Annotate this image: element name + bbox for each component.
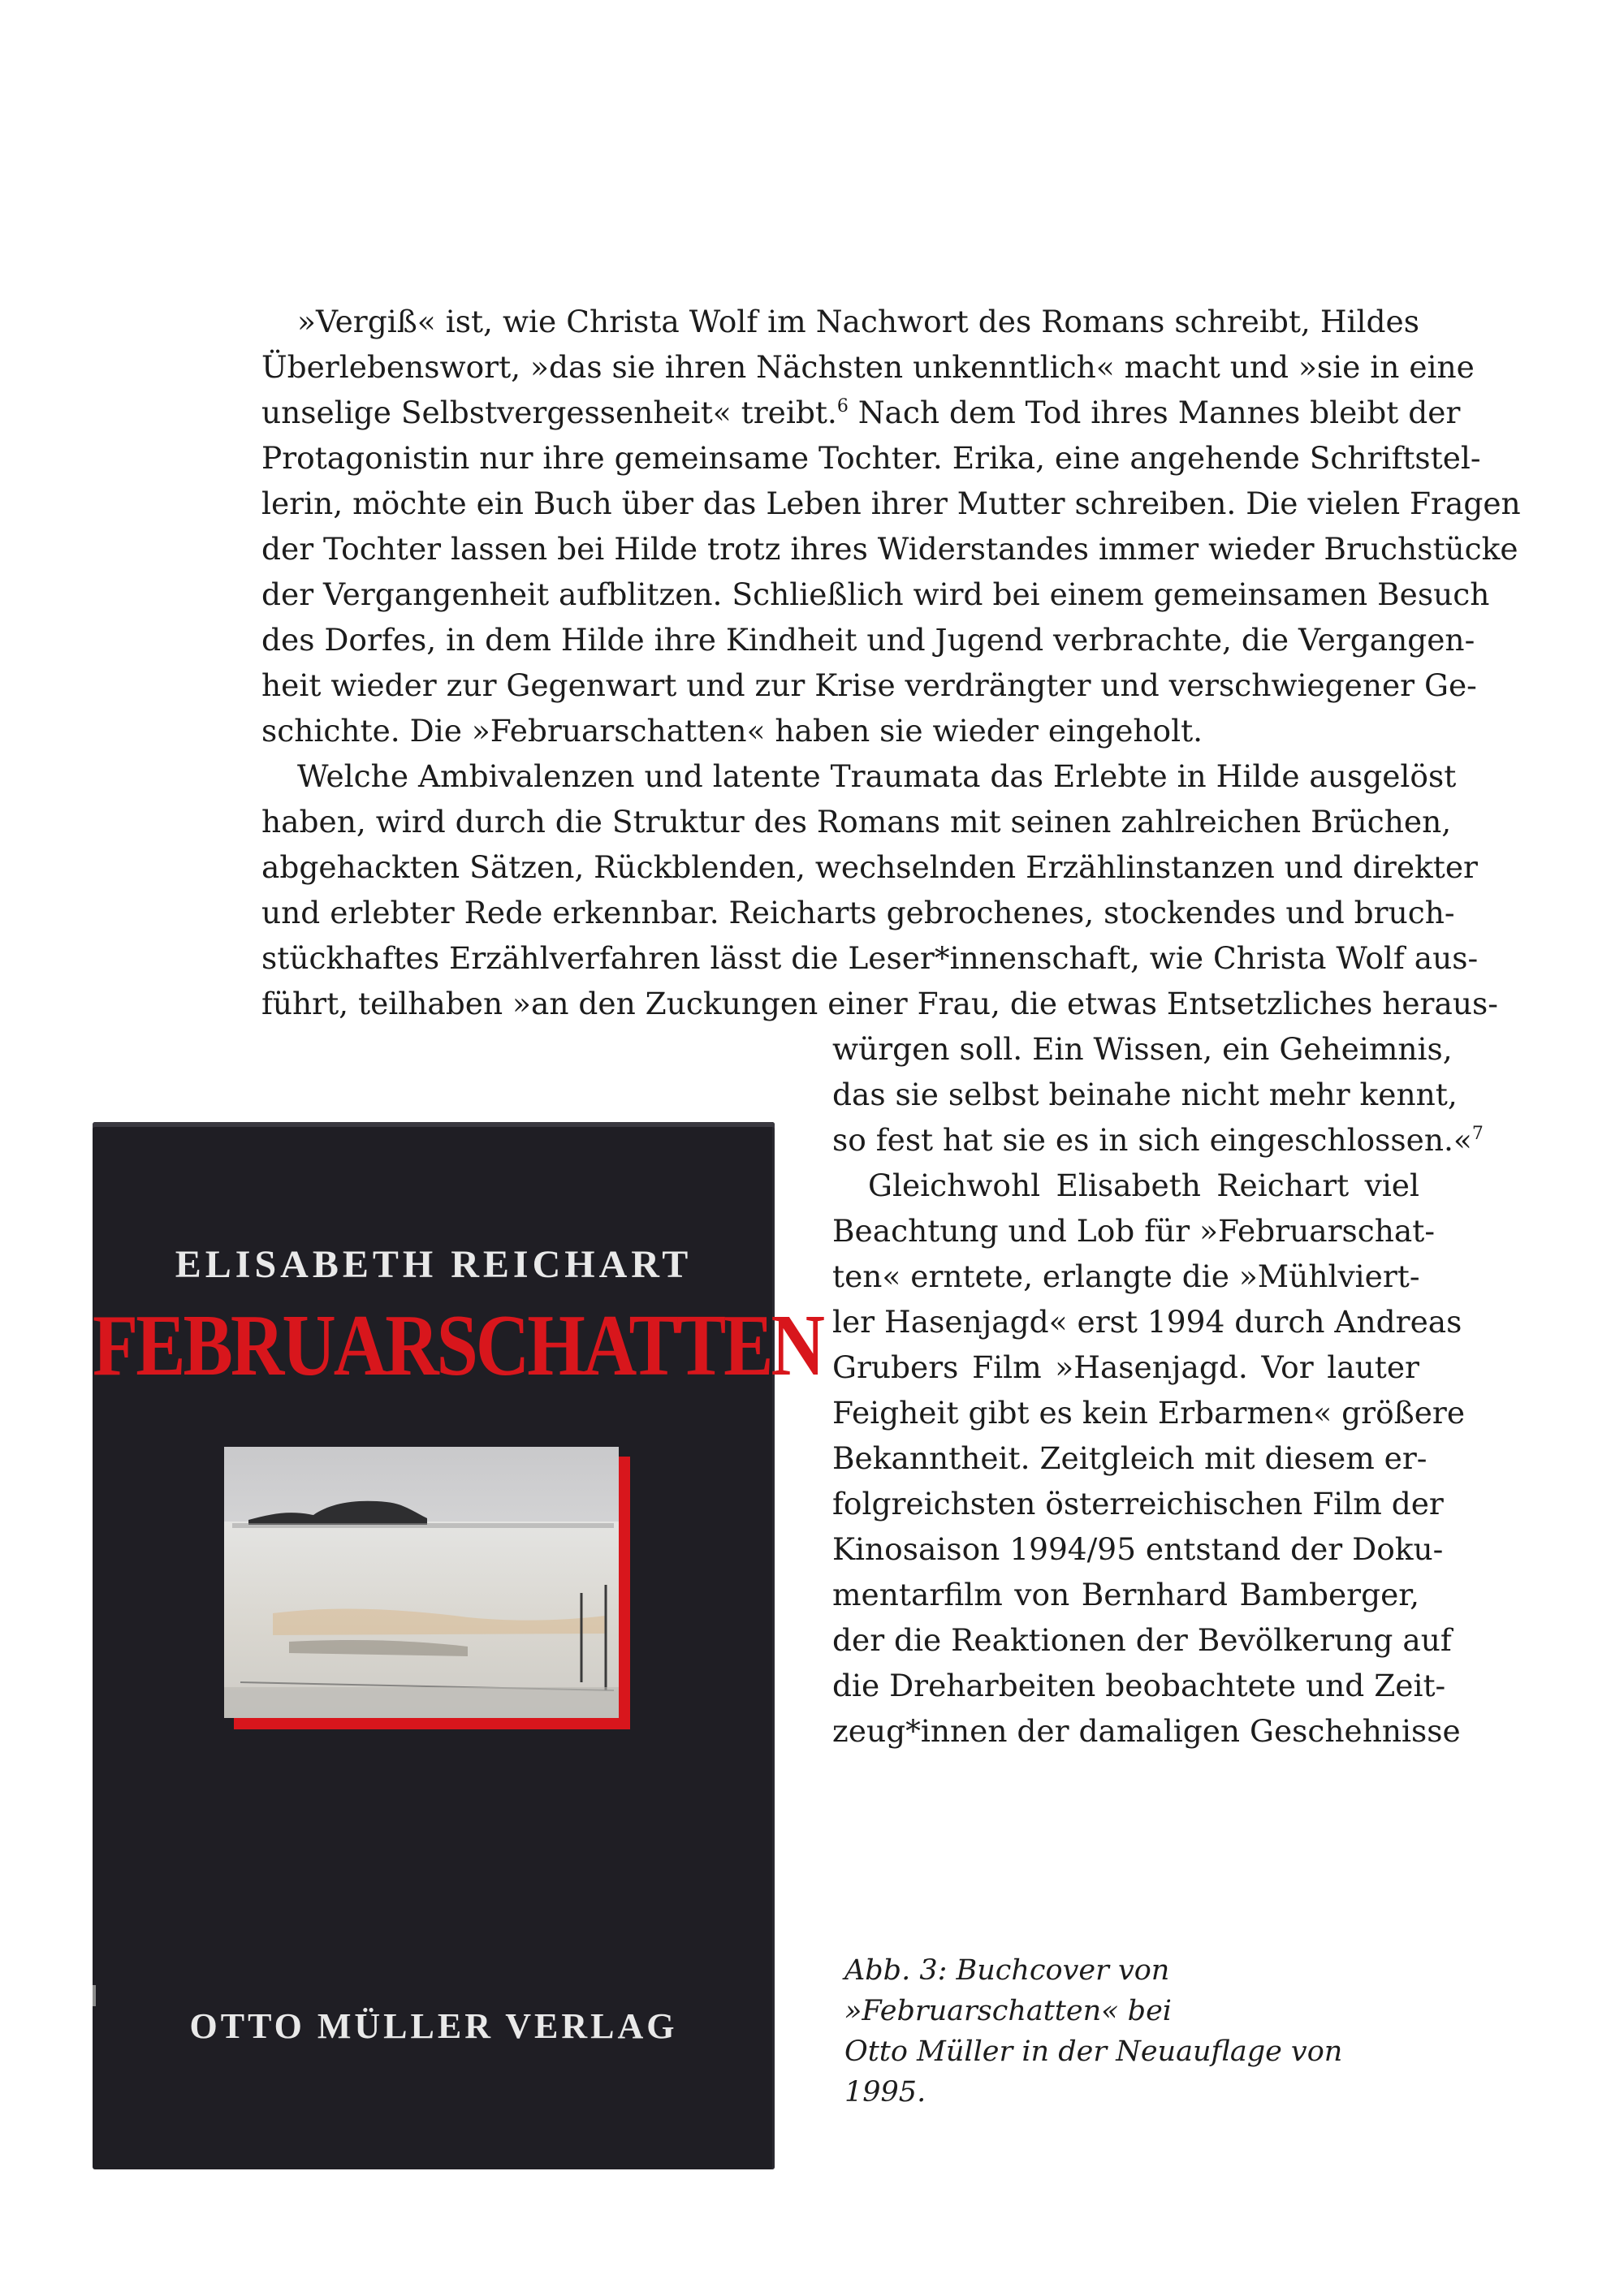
text-line: Überlebenswort, »das sie ihren Nächsten unkenntlich« macht und »sie in eine xyxy=(261,349,1475,385)
footnote-marker[interactable]: 6 xyxy=(836,396,849,417)
text-line: führt, teilhaben »an den Zuckungen einer Frau, die etwas Entsetzliches heraus- xyxy=(261,986,1498,1021)
cover-publisher: OTTO MÜLLER VERLAG xyxy=(189,2006,678,2046)
text-line: lerin, möchte ein Buch über das Leben ihrer Mutter schreiben. Die vielen Fragen xyxy=(261,486,1521,521)
text-line: Kinosaison 1994/95 entstand der Doku- xyxy=(832,1531,1444,1567)
text-line: Feigheit gibt es kein Erbarmen« größere xyxy=(832,1395,1466,1431)
text-line: der Tochter lassen bei Hilde trotz ihres Widerstandes immer wieder Bruchstücke xyxy=(261,531,1518,567)
text-line: Gleichwohl Elisabeth Reichart viel xyxy=(868,1168,1419,1203)
text-line: und erlebter Rede erkennbar. Reicharts gebrochenes, stockendes und bruch- xyxy=(261,895,1455,930)
text-line: abgehackten Sätzen, Rückblenden, wechselnden Erzählinstanzen und direkter xyxy=(261,849,1478,885)
book-cover-image xyxy=(93,1122,823,2169)
footnote-marker[interactable]: 7 xyxy=(1471,1124,1484,1144)
text-line: schichte. Die »Februarschatten« haben sie wieder eingeholt. xyxy=(261,713,1203,749)
text-line: stückhaftes Erzählverfahren lässt die Leser*innenschaft, wie Christa Wolf aus- xyxy=(261,940,1479,976)
figure-caption xyxy=(844,1950,1429,2113)
text-line: des Dorfes, in dem Hilde ihre Kindheit und Jugend verbrachte, die Vergangen- xyxy=(261,622,1475,658)
text-line: der die Reaktionen der Bevölkerung auf xyxy=(832,1622,1452,1658)
text-line: die Dreharbeiten beobachtete und Zeit- xyxy=(832,1668,1446,1703)
text-line: unselige Selbstvergessenheit« treibt.$^6$ Nach dem Tod ihres Mannes bleibt der xyxy=(261,395,1461,430)
text-line: der Vergangenheit aufblitzen. Schließlich wird bei einem gemeinsamen Besuch xyxy=(261,576,1490,612)
text-line: das sie selbst beinahe nicht mehr kennt, xyxy=(832,1077,1458,1112)
text-line: haben, wird durch die Struktur des Romans mit seinen zahlreichen Brüchen, xyxy=(261,804,1452,840)
text-line: Grubers Film »Hasenjagd. Vor lauter xyxy=(832,1349,1419,1385)
cover-author: ELISABETH REICHART xyxy=(175,1243,693,1286)
text-line: Welche Ambivalenzen und latente Traumata das Erlebte in Hilde ausgelöst xyxy=(297,758,1457,794)
text-line: so fest hat sie es in sich eingeschlossen.«$^7$ xyxy=(832,1122,1484,1158)
text-line: heit wieder zur Gegenwart und zur Krise verdrängter und verschwiegener Ge- xyxy=(261,667,1477,703)
text-line: Bekanntheit. Zeitgleich mit diesem er- xyxy=(832,1440,1427,1476)
text-line: mentarfilm von Bernhard Bamberger, xyxy=(832,1577,1419,1612)
text-line: ler Hasenjagd« erst 1994 durch Andreas xyxy=(832,1304,1462,1340)
text-line: würgen soll. Ein Wissen, ein Geheimnis, xyxy=(832,1031,1453,1067)
cover-landscape-photo xyxy=(224,1447,632,1730)
caption-line: Abb. 3: Buchcover von »Februarschatten« bei xyxy=(844,1954,1172,2027)
text-line: »Vergiß« ist, wie Christa Wolf im Nachwort des Romans schreibt, Hildes xyxy=(297,304,1419,339)
text-line: Beachtung und Lob für »Februarschat- xyxy=(832,1213,1436,1249)
cover-title: FEBRUARSCHATTEN xyxy=(93,1296,823,1394)
text-line: Protagonistin nur ihre gemeinsame Tochter. Erika, eine angehende Schriftstel- xyxy=(261,440,1481,476)
caption-line: Otto Müller in der Neuauflage von 1995. xyxy=(844,2035,1343,2109)
text-line: folgreichsten österreichischen Film der xyxy=(832,1486,1444,1522)
spine-mark xyxy=(93,1985,96,2006)
text-line: ten« erntete, erlangte die »Mühlviert- xyxy=(832,1258,1420,1294)
text-line: zeug*innen der damaligen Geschehnisse xyxy=(832,1713,1461,1749)
